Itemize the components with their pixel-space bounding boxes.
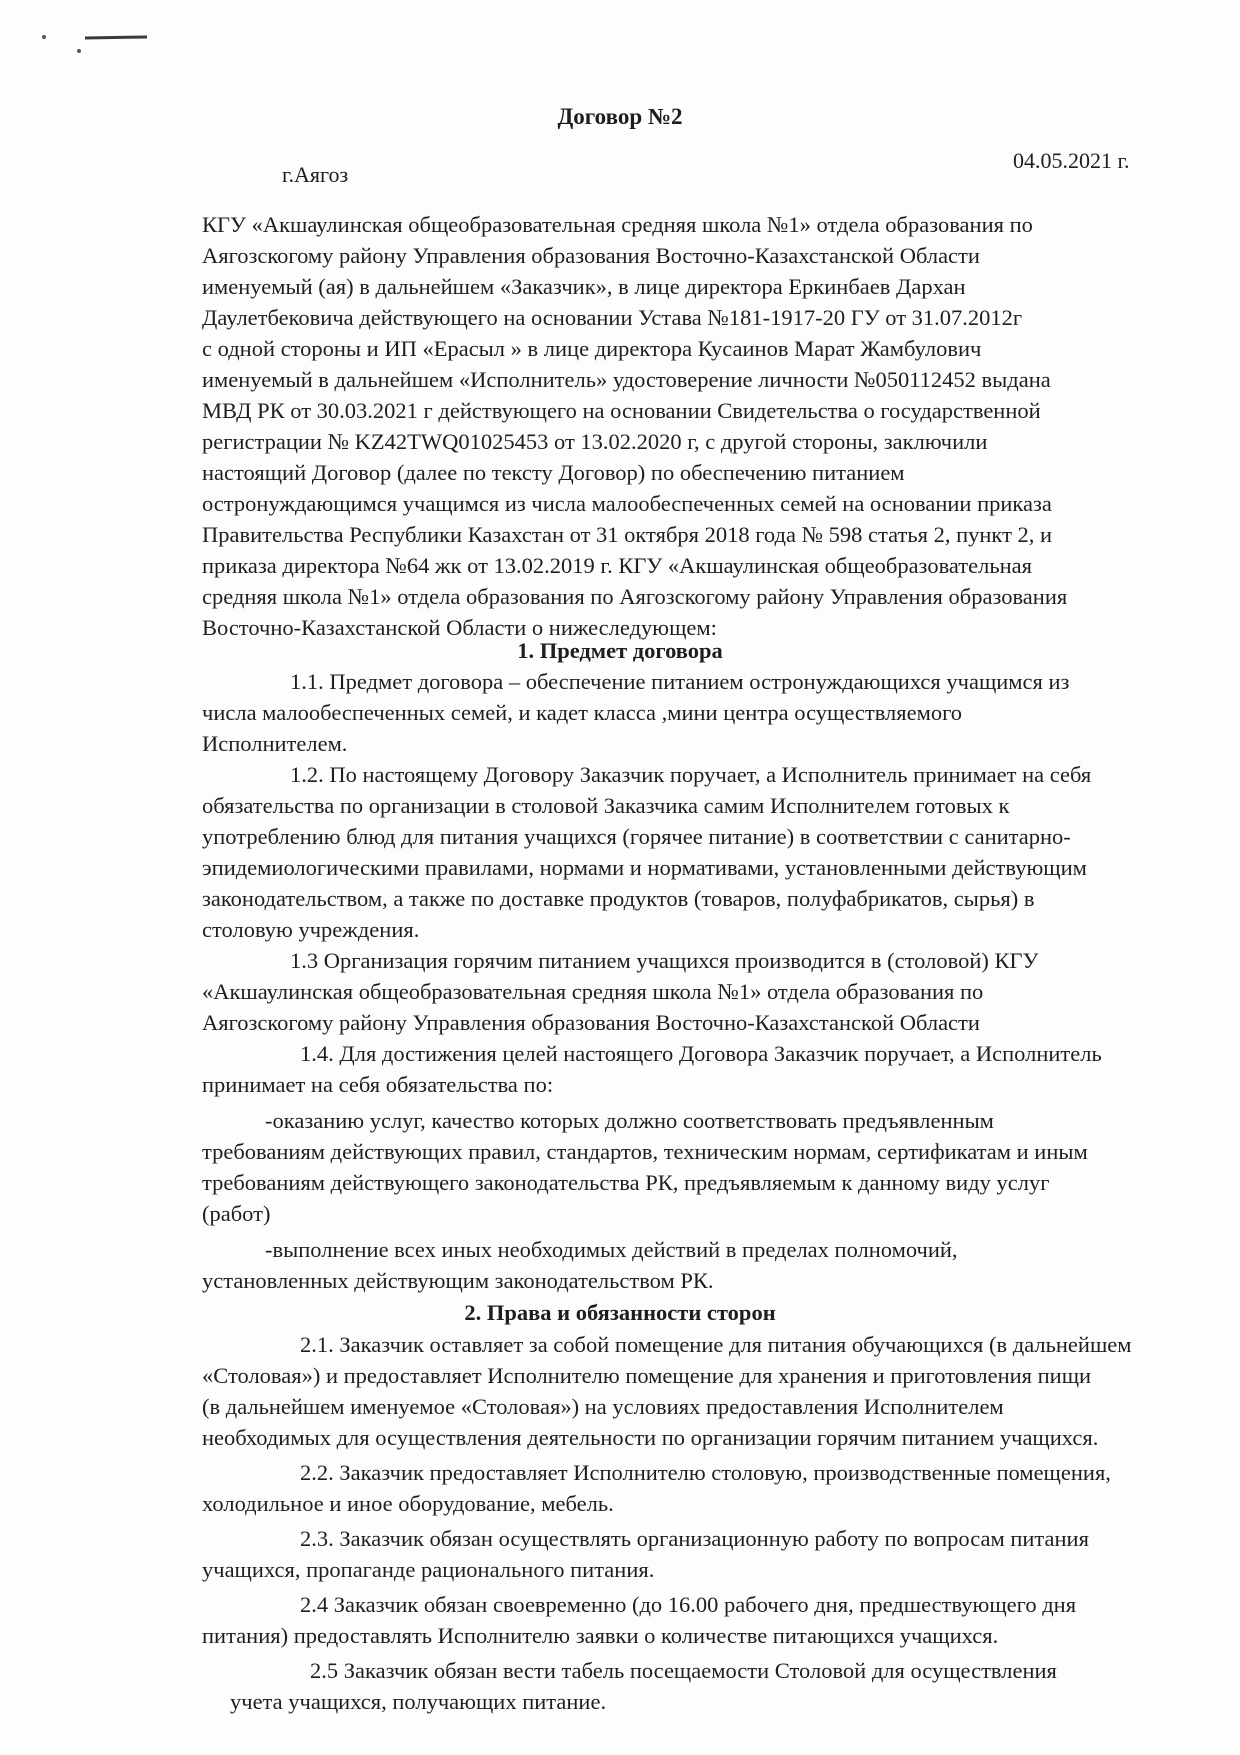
text-line: Восточно-Казахстанской Области о нижеследующем: [202, 615, 717, 640]
text-line: -выполнение всех иных необходимых действий в пределах полномочий, [265, 1237, 958, 1262]
text-line: 2.5 Заказчик обязан вести табель посещаемости Столовой для осуществления [310, 1658, 1057, 1683]
text-line: числа малообеспеченных семей, и кадет класса ,мини центра осуществляемого [202, 700, 963, 725]
text-line: Аягозскогому району Управления образования Восточно-Казахстанской Области [202, 243, 980, 268]
scan-artifact [77, 49, 81, 53]
text-line: средняя школа №1» отдела образования по Аягозскогому району Управления образования [202, 584, 1068, 609]
text-line: учащихся, пропаганде рационального питания. [202, 1557, 655, 1582]
text-line: законодательством, а также по доставке продуктов (товаров, полуфабрикатов, сырья) в [202, 886, 1035, 911]
scan-artifact [42, 35, 46, 39]
text-line: «Столовая») и предоставляет Исполнителю помещение для хранения и приготовления пищи [202, 1363, 1092, 1388]
text-line: 1.3 Организация горячим питанием учащихся производится в (столовой) КГУ [290, 948, 1039, 973]
text-line: употреблению блюд для питания учащихся (горячее питание) в соответствии с санитарно- [202, 824, 1071, 849]
text-line: 1.2. По настоящему Договору Заказчик поручает, а Исполнитель принимает на себя [290, 762, 1092, 787]
text-line: настоящий Договор (далее по тексту Договор) по обеспечению питанием [202, 460, 905, 485]
section-heading: 2. Права и обязанности сторон [464, 1300, 776, 1325]
text-line: столовую учреждения. [202, 917, 420, 942]
text-line: питания) предоставлять Исполнителю заявки о количестве питающихся учащихся. [202, 1623, 999, 1648]
text-line: Даулетбековича действующего на основании Устава №181-1917-20 ГУ от 31.07.2012г [202, 305, 1023, 330]
text-line: 2.3. Заказчик обязан осуществлять организационную работу по вопросам питания [300, 1526, 1089, 1551]
text-line: 2.4 Заказчик обязан своевременно (до 16.00 рабочего дня, предшествующего дня [300, 1592, 1077, 1617]
text-line: установленных действующим законодательством РК. [202, 1268, 714, 1293]
text-line: требованиям действующего законодательства РК, предъявляемым к данному виду услуг [202, 1170, 1050, 1195]
text-line: именуемый в дальнейшем «Исполнитель» удостоверение личности №050112452 выдана [202, 367, 1051, 392]
text-line: остронуждающимся учащимся из числа малообеспеченных семей на основании приказа [202, 491, 1052, 516]
document-city: г.Аягоз [282, 162, 349, 187]
scan-artifact [85, 35, 147, 39]
text-line: 2.1. Заказчик оставляет за собой помещение для питания обучающихся (в дальнейшем [300, 1332, 1132, 1357]
text-line: Аягозскогому району Управления образования Восточно-Казахстанской Области [202, 1010, 980, 1035]
text-line: требованиям действующих правил, стандартов, техническим нормам, сертификатам и иным [202, 1139, 1088, 1164]
text-line: «Акшаулинская общеобразовательная средняя школа №1» отдела образования по [202, 979, 984, 1004]
text-line: 2.2. Заказчик предоставляет Исполнителю столовую, производственные помещения, [300, 1460, 1111, 1485]
text-line: с одной стороны и ИП «Ерасыл » в лице директора Кусаинов Марат Жамбулович [202, 336, 982, 361]
text-line: 1.4. Для достижения целей настоящего Договора Заказчик поручает, а Исполнитель [300, 1041, 1102, 1066]
text-line: эпидемиологическими правилами, нормами и нормативами, установленными действующим [202, 855, 1087, 880]
text-line: регистрации № KZ42TWQ01025453 от 13.02.2020 г, с другой стороны, заключили [202, 429, 988, 454]
text-line: 1.1. Предмет договора – обеспечение питанием остронуждающихся учащимся из [290, 669, 1070, 694]
document-title: Договор №2 [557, 104, 683, 129]
text-line: приказа директора №64 жк от 13.02.2019 г. КГУ «Акшаулинская общеобразовательная [202, 553, 1032, 578]
text-line: учета учащихся, получающих питание. [230, 1689, 607, 1714]
text-line: необходимых для осуществления деятельности по организации горячим питанием учащихся. [202, 1425, 1099, 1450]
text-line: (в дальнейшем именуемое «Столовая») на условиях предоставления Исполнителем [202, 1394, 1004, 1419]
text-line: холодильное и иное оборудование, мебель. [202, 1491, 614, 1516]
text-line: Исполнителем. [202, 731, 348, 756]
section-heading: 1. Предмет договора [517, 638, 723, 663]
text-line: именуемый (ая) в дальнейшем «Заказчик», в лице директора Еркинбаев Дархан [202, 274, 966, 299]
text-line: -оказанию услуг, качество которых должно соответствовать предъявленным [265, 1108, 994, 1133]
document-date: 04.05.2021 г. [1013, 148, 1130, 173]
text-line: МВД РК от 30.03.2021 г действующего на основании Свидетельства о государственной [202, 398, 1041, 423]
text-line: КГУ «Акшаулинская общеобразовательная средняя школа №1» отдела образования по [202, 212, 1033, 237]
text-line: принимает на себя обязательства по: [202, 1072, 554, 1097]
text-line: (работ) [202, 1201, 271, 1226]
text-line: обязательства по организации в столовой Заказчика самим Исполнителем готовых к [202, 793, 1010, 818]
text-line: Правительства Республики Казахстан от 31 октября 2018 года № 598 статья 2, пункт 2, и [202, 522, 1053, 547]
